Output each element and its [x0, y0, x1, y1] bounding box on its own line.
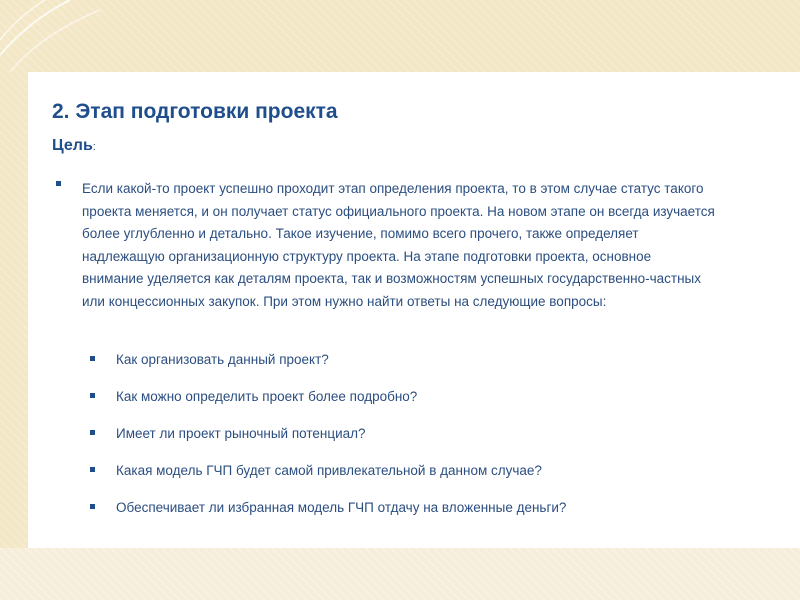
list-item [90, 352, 750, 389]
question-text: Как можно определить проект более подробно? [116, 389, 418, 404]
content-panel-right [760, 72, 800, 548]
square-bullet-icon [90, 393, 95, 398]
corner-ornament-icon [0, 0, 110, 72]
goal-heading [52, 137, 96, 155]
goal-label: Цель [52, 137, 93, 154]
goal-colon: : [92, 141, 96, 153]
decorative-frame-bottom [0, 548, 800, 600]
square-bullet-icon [90, 504, 95, 509]
main-paragraph: Если какой-то проект успешно проходит этап определения проекта, то в этом случае статус такого проекта меняется, и он получает статус официального проекта. На новом этапе он всегда изучается более углубленно и детально. Такое изучение, помимо всего прочего, также определяет надлежащую организационную структуру проекта. На этапе подготовки проекта, основное внимание уделяется как деталям проекта, так и возможностям успешных государственно-частных или концессионных закупок. При этом нужно найти ответы на следующие вопросы: [82, 181, 715, 309]
square-bullet-icon [90, 356, 95, 361]
list-item [90, 500, 750, 537]
list-item [90, 426, 750, 463]
decorative-frame-left [0, 0, 28, 600]
slide-title: 2. Этап подготовки проекта [52, 100, 338, 123]
main-bullet [56, 178, 716, 314]
questions-list [90, 352, 750, 537]
question-text: Имеет ли проект рыночный потенциал? [116, 426, 366, 441]
square-bullet-icon [56, 181, 61, 186]
square-bullet-icon [90, 430, 95, 435]
list-item [90, 463, 750, 500]
decorative-frame-top [0, 0, 800, 72]
question-text: Какая модель ГЧП будет самой привлекательной в данном случае? [116, 463, 542, 478]
square-bullet-icon [90, 467, 95, 472]
question-text: Как организовать данный проект? [116, 352, 329, 367]
question-text: Обеспечивает ли избранная модель ГЧП отдачу на вложенные деньги? [116, 500, 567, 515]
list-item [90, 389, 750, 426]
